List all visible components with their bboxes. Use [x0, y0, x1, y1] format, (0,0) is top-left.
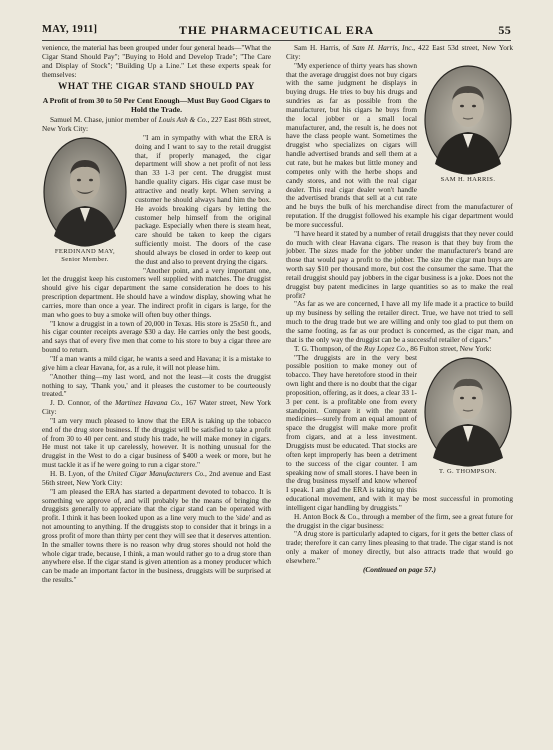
intro-paragraph: venience, the material has been grouped under four general heads—"What the Cigar Stand Should Pay"; "Buying to Hold and Develop Trade"; "The Care and Display of Stock"; "Building Up a Line." Let these experts speak for themselves:	[42, 43, 271, 79]
continued-note: (Continued on page 57.)	[363, 564, 436, 574]
header-rule	[42, 40, 511, 41]
sam-harris-photo	[423, 64, 513, 176]
running-header	[42, 24, 511, 38]
connor-intro: J. D. Connor, of the Martinez Havana Co., 167 Water street, New York City:	[42, 398, 271, 417]
left-column	[42, 44, 271, 585]
journal-title: THE PHARMACEUTICAL ERA	[178, 23, 375, 37]
section-subheading: A Profit of from 30 to 50 Per Cent Enough—Must Buy Good Cigars to Hold the Trade.	[42, 96, 271, 115]
harris-paragraph-2: "I have heard it stated by a number of retail druggists that they never could do much with clear Havana cigars. The reason is that they buy from the jobber. The sizes made for the jobber under the manufacturer's brand are those that would pay a profit to the jobber. The size the cigar man buys are worth say $10 per thousand more, but cost the consumer the same. That the retail druggist should pay jobbers in the cigar business is a joke. Does not the druggist buy patent medicines in large quantities so as to make the real profit?	[286, 228, 513, 300]
harris-paragraph-3: "As far as we are concerned, I have all my life made it a practice to build up my business by selling the retailer direct. True, we have not tried to sell much to the drug trade but we are willing and only too glad to put them on the same footing, as far as our product is concerned, as the cigar man, and that is the only way the druggist can be a successful retailer of cigars."	[286, 299, 513, 344]
chase-paragraph-1: "I am in sympathy with what the ERA is doing and I want to say to the retail druggist that, if properly managed, the cigar department will show a net profit of not less than 33 1-3 per cent. The druggist must handle quality cigars. His cigar case must be attractive and neatly kept. When serving a customer he should always hand him the box. He avoids breaking cigars by letting the customer help himself from the original package. Especially when there is steam heat, care should be taken to keep the cigars sufficiently moist. The doors of the case should always be closed in order to keep out the dust and also to prevent drying the cigars.	[135, 132, 271, 266]
section-heading: WHAT THE CIGAR STAND SHOULD PAY	[58, 82, 255, 93]
portrait-caption-name: FERDINAND MAY,	[54, 247, 116, 255]
portrait-caption-role: Senior Member.	[61, 255, 109, 263]
lyon-intro: H. B. Lyon, of the United Cigar Manufacturers Co., 2nd avenue and East 56th street, New York City:	[42, 468, 271, 487]
tg-thompson-photo	[423, 356, 513, 468]
chase-paragraph-2: "Another point, and a very important one, let the druggist keep his customers well supplied with matches. The druggist should give his cigar department the same consideration he does to his prescription department. He should have a window display, showing what he carries, more than once a year. The indirect profit in cigars is large, for the man who goes to buy a smoke will often buy other things.	[42, 265, 271, 319]
bock-paragraph-1: H. Anton Bock & Co., through a member of the firm, see a great future for the druggist in the cigar business:	[286, 511, 513, 530]
bock-paragraph-2: "A drug store is particularly adapted to cigars, for it gets the better class of trade; therefore it can carry lines pleasing to that trade. The cigar stand is not only a maker of money directly, but also attracts trade that would go elsewhere."	[286, 529, 513, 565]
harris-paragraph-1: "My experience of thirty years has shown that the average druggist does not buy cigars with the same judgment he displays in buying drugs. He tries to buy his drugs and sundries as far as possible from the manufacturer, but his cigars he buys from the local jobber or a small local manufacturer, and, the result is, he does not have the class people want. Sometimes the druggist who specializes on cigars will handle advertised brands and sell them at a cut rate, but he makes but little money and competes only with the herbe shops and candy stores, and not with the real cigar dealer. This real cigar dealer won't handle the advertised brands that sell at a cut rate and he buys the bulk of his merchandise direct from the manufacturer of reputation. If the druggist followed his example his cigar department would be more successful.	[286, 60, 513, 229]
chase-paragraph-4: "If a man wants a mild cigar, he wants a seed and Havana; it is a mistake to give him a clear Havana, for, as a rule, it will not please him.	[42, 354, 271, 372]
right-column	[286, 44, 513, 575]
page-number: 55	[498, 23, 511, 37]
issue-date: MAY, 1911]	[42, 24, 98, 35]
portrait-sam-harris	[423, 64, 513, 194]
chase-paragraph-3: "I know a druggist in a town of 20,000 in Texas. His store is 25x50 ft., and his cigar counter receipts average $30 a day. He carries only the best goods, and says that of every five men that come to his store to buy a cigar three are bound to return.	[42, 318, 271, 355]
chase-intro: Samuel M. Chase, junior member of Louis Ash & Co., 227 East 86th street, New York City:	[42, 115, 271, 134]
thompson-caption: T. G. THOMPSON.	[439, 467, 497, 475]
portrait-tg-thompson	[423, 356, 513, 486]
connor-paragraph: "I am very much pleased to know that the ERA is taking up the tobacco end of the drug store business. If the druggist will be satisfied to take a profit of from 30 to 40 per cent. and study his trade, he will make money in cigars. He must not take it up carelessly, however. It is nothing unusual for the druggist in the West to do a cigar business of $400 a week or more, but he must tackle it as if he were going to run a cigar store."	[42, 415, 271, 470]
thompson-intro: T. G. Thompson, of the Ruy Lopez Co., 86 Fulton street, New York:	[294, 343, 492, 353]
harris-intro: Sam H. Harris, of Sam H. Harris, Inc., 422 East 53d street, New York City:	[286, 43, 513, 61]
chase-paragraph-5: "Another thing—my last word, and not the least—it costs the druggist nothing to say, 'Thank you,' and it pleases the customer to be courteously treated."	[42, 371, 271, 399]
harris-caption: SAM H. HARRIS.	[440, 175, 496, 183]
thompson-paragraph: "The druggists are in the very best possible position to make money out of tobacco. They have heretofore stood in their own light and there is no doubt that the cigar proposition, offering, as it does, a clear 33 1-3 per cent. is a profitable one from every standpoint. Compare it with the patent medicines—surely from an equal amount of space the druggist will make more profit from cigars, and at a less investment. Druggists must be educated. That stocks are often kept improperly has been a detriment to the success of the cigar counter. I am speaking now of small stores. I have been in the drug business myself and know whereof I speak. I am glad the ERA is taking up this educational movement, and with it may be most successful in promoting intelligent cigar handling by druggists."	[286, 352, 513, 512]
portrait-ferdinand-may	[42, 136, 128, 271]
ferdinand-may-photo	[42, 136, 128, 248]
lyon-paragraph: "I am pleased the ERA has started a department devoted to tobacco. It is something we approve of, and will probably be the means of bringing the druggists generally to appreciate that the cigar stand can be operated with profit. I think it has been looked upon as a line very much to the 'side' and as not amounting to anything. If the druggists stop to consider that it brings in a gross profit of more than thirty per cent they will see that it deserves attention. In the smaller towns there is no reason why drug stores should not hold the whole cigar trade, because, I think, a man would rather go to a drug store than anywhere else. If the cigar stand is given attention as a money producer which can be made an important factor in the business, druggists will be surprised at the results."	[42, 486, 271, 585]
